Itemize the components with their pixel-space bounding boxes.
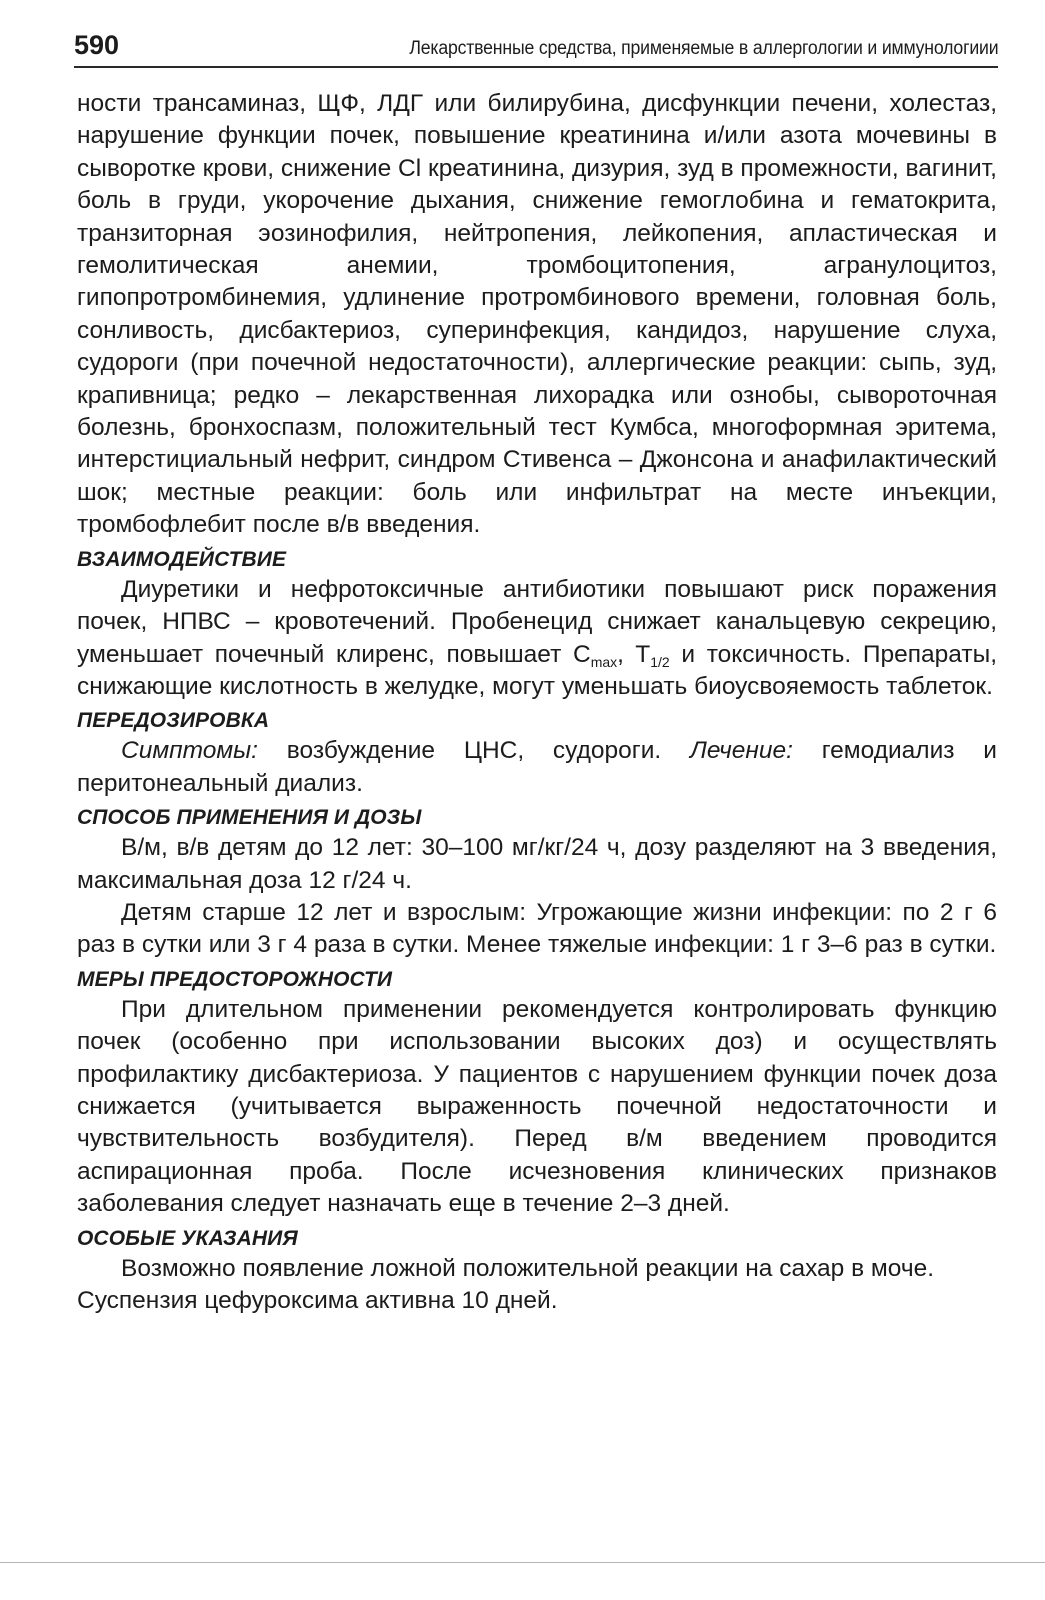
- section-heading-special-notes: ОСОБЫЕ УКАЗАНИЯ: [77, 1226, 298, 1250]
- precautions-paragraph: При длительном применении рекомендуется контролировать функцию почек (особенно при использовании высоких доз) и осуществлять профилактику дисбактериоза. У пациентов с нарушением функции почек доза снижается (учитывается выраженность почечной недостаточности и чувствительность возбудителя). Перед в/м введением проводится аспирационная проба. После исчезновения клинических признаков заболевания следует назначать еще в течение 2–3 дней.: [77, 995, 997, 1218]
- running-title: Лекарственные средства, применяемые в аллергологии и иммунологиии: [408, 38, 998, 59]
- symptoms-text: возбуждение ЦНС, судороги.: [258, 737, 691, 765]
- dosage-paragraph-children: В/м, в/в детям до 12 лет: 30–100 мг/кг/24 ч, дозу разделяют на 3 введения, максимальная доза 12 г/24 ч.: [77, 834, 997, 894]
- page-number: 590: [74, 30, 120, 60]
- interaction-paragraph: [77, 574, 997, 704]
- overdose-paragraph: [77, 735, 997, 800]
- section-heading-precautions: МЕРЫ ПРЕДОСТОРОЖНОСТИ: [77, 967, 393, 991]
- side-effects-paragraph: ности трансаминаз, ЩФ, ЛДГ или билирубина, дисфункции печени, холестаз, нарушение функции почек, повышение креатинина и/или азота мочевины в сыворотке крови, снижение Cl креатинина, дизурия, зуд в промежности, вагинит, боль в груди, укорочение дыхания, снижение гемоглобина и гематокрита, транзиторная эозинофилия, нейтропения, лейкопения, апластическая и гемолитическая анемии, тромбоцитопения, агранулоцитоз, гипопротромбинемия, удлинение протромбинового времени, головная боль, сонливость, дисбактериоз, суперинфекция, кандидоз, нарушение слуха, судороги (при почечной недостаточности), аллергические реакции: сыпь, зуд, крапивница; редко – лекарственная лихорадка или ознобы, сывороточная болезнь, бронхоспазм, положительный тест Кумбса, многоформная эритема, интерстициальный нефрит, синдром Стивенса – Джонсона и анафилактический шок; местные реакции: боль или инфильтрат на месте инъекции, тромбофлебит после в/в введения.: [77, 90, 997, 539]
- treatment-label: Лечение:: [690, 737, 793, 765]
- interaction-text-middle: , T: [617, 640, 651, 668]
- interaction-text-end: и токсичность. Препараты, снижающие кислотность в желудке, могут уменьшать биоусвояемость таблеток.: [77, 640, 997, 700]
- section-heading-dosage: СПОСОБ ПРИМЕНЕНИЯ И ДОЗЫ: [77, 806, 422, 830]
- special-notes-sugar: Возможно появление ложной положительной реакции на сахар в моче.: [121, 1254, 935, 1282]
- cmax-subscript: max: [590, 653, 618, 670]
- dosage-paragraph-adults: Детям старше 12 лет и взрослым: Угрожающие жизни инфекции: по 2 г 6 раз в сутки или 3 г 4 раза в сутки. Менее тяжелые инфекции: 1 г 3–6 раз в сутки.: [77, 898, 997, 959]
- running-header: [74, 28, 998, 68]
- page-body: [77, 88, 997, 1317]
- interaction-text-start: Диуретики и нефротоксичные антибиотики повышают риск поражения почек, НПВС – кровотечений. Пробенецид снижает канальцевую секрецию, уменьшает почечный клиренс, повышает C: [77, 575, 997, 668]
- section-heading-interaction: ВЗАИМОДЕЙСТВИЕ: [77, 547, 287, 571]
- bottom-scan-line: [0, 1562, 1045, 1563]
- symptoms-label: Симптомы:: [121, 737, 258, 765]
- section-heading-overdose: ПЕРЕДОЗИРОВКА: [77, 709, 270, 733]
- t-half-subscript: 1/2: [650, 653, 670, 670]
- treatment-text: гемодиализ и перитонеальный диализ.: [77, 737, 997, 797]
- special-notes-suspension: Суспензия цефуроксима активна 10 дней.: [77, 1287, 558, 1314]
- special-notes-paragraph: [77, 1253, 997, 1318]
